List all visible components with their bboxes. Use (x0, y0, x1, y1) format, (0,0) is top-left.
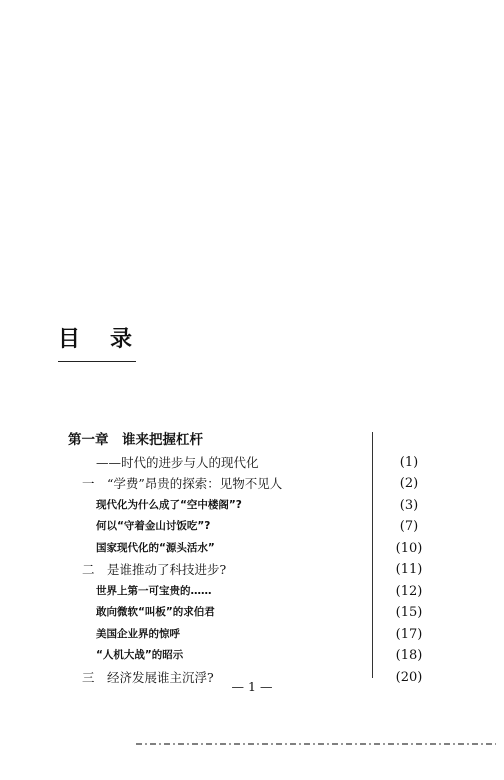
toc-entry-page: (10) (395, 540, 423, 556)
toc-entry-page: (1) (399, 454, 419, 470)
page-number: — 1 — (231, 679, 273, 694)
toc-entry-page: (18) (395, 648, 423, 663)
toc-entry-text: 二 是谁推动了科技进步? (82, 562, 227, 577)
toc-entry-item (0, 538, 504, 560)
toc-entry-subtitle (0, 452, 504, 474)
toc-entry-text: 世界上第一可宝贵的…… (96, 584, 212, 597)
toc-entry-page: (15) (395, 605, 423, 620)
toc-entry-text: 何以“守着金山讨饭吃”? (96, 520, 211, 532)
toc-entry-page: (7) (399, 519, 419, 534)
toc-entry-page: (11) (395, 562, 423, 577)
toc-entry-page: (3) (399, 497, 419, 513)
toc-entry-item (0, 516, 504, 538)
toc-entry-text: 三 经济发展谁主沉浮? (82, 669, 214, 685)
toc-entry-text: 国家现代化的“源头活水” (96, 541, 215, 554)
toc-entry-page: (2) (399, 476, 419, 491)
toc-entry-section (0, 559, 504, 581)
toc-entry-text: 一 “学费”昂贵的探索：见物不见人 (82, 476, 283, 491)
toc-entry-item (0, 602, 504, 624)
toc-entry-text: “人机大战”的昭示 (96, 649, 184, 661)
toc-entry-text: 现代化为什么成了“空中楼阁”? (96, 498, 242, 511)
toc-list (0, 430, 504, 688)
toc-entry-section (0, 473, 504, 495)
toc-entry-item (0, 581, 504, 603)
toc-entry-item (0, 624, 504, 646)
heading-underline (58, 361, 136, 362)
toc-heading: 目录 (58, 327, 163, 352)
toc-entry-text: 敢向微软“叫板”的求伯君 (96, 606, 215, 618)
scan-artifact-line (136, 743, 496, 745)
toc-entry-chapter (0, 430, 504, 452)
toc-entry-page: (17) (395, 626, 423, 642)
toc-entry-item (0, 495, 504, 517)
toc-entry-page: (12) (395, 583, 423, 599)
toc-entry-text: 第一章 谁来把握杠杆 (68, 432, 203, 448)
toc-entry-text: 美国企业界的惊呼 (96, 627, 180, 640)
toc-entry-text: ——时代的进步与人的现代化 (96, 454, 259, 470)
toc-entry-page: (20) (395, 669, 423, 685)
toc-entry-item (0, 645, 504, 667)
